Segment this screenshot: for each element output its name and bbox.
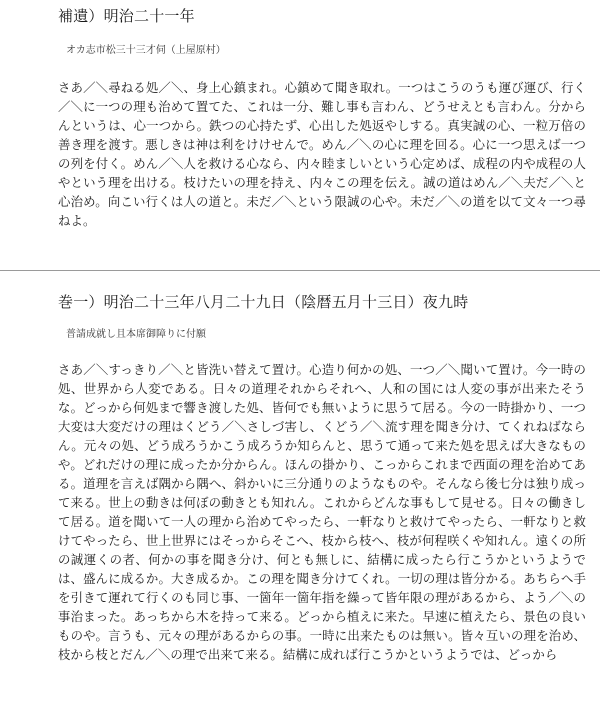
section-body: さあ／＼尋ねる処／＼、身上心鎮まれ。心鎮めて聞き取れ。一つはこうのうも運び運び、行く／＼に一つの理も治めて置てた、これは一分、難し事も言わん、どうせえとも言わん。分からんというは、心一つから。鉄つの心持たず、心出した処返やしする。真実誠の心、一粒万倍の善き理を渡す。悪しきは神は利をけけせんで。めん／＼の心に理を回る。心に一つ思えば一つの列を付く。めん／＼人を救ける心なら、内々睦ましいという心定めば、成程の内や成程の人やという理を出ける。枝けたいの理を持え、内々この理を伝え。誠の道はめん／＼夫だ／＼と心治め。向こい行くは人の道と。未だ／＼という限誠の心や。未だ／＼の道を以て文々一つ尋ねよ。	[58, 80, 586, 228]
section-heading: 巻一）明治二十三年八月二十九日（陰暦五月十三日）夜九時	[58, 293, 469, 311]
section-supplement	[58, 6, 586, 230]
section-subtitle: オカ志市松三十三才伺（上屋原村）	[66, 45, 226, 56]
section-subtitle: 普請成就し且本席御障りに付願	[66, 329, 206, 340]
section-body: さあ／＼すっきり／＼と皆洗い替えて置け。心造り何かの処、一つ／＼聞いて置け。今一時の処、世界から人変である。日々の道理それからそれへ、人和の国には人変の事が出来たそうな。どっから何処まで響き渡した処、皆何でも無いように思うて居る。今の一時掛かり、一つ大変は大変だけの理はくどう／＼さしづ害し、くどう／＼流す理を聞き分け、てくれねばならん。元々の処、どう成ろうかこう成ろうか知らんと、思うて通って来た処を思えば大きなものや。どれだけの理に成ったか分からん。ほんの掛かり、こっからこれまで西面の理を治めてある。道理を言えば隅から隅へ、斜かいに三分通りのようなものや。そんなら後七分は独り成って来る。世上の動きは何ぼの動きとも知れん。これからどんな事もして見せる。日々の働きして居る。道を聞いて一人の理から治めてやったら、一軒なりと救けてやったら、一軒なりと救けてやったら、世上世界にはそっからそこへ、枝から枝へ、枝が何程咲くや知れん。遠くの所の誠運くの者、何かの事を聞き分け、何とも無しに、結構に成ったら行こうかというようでは、盛んに成るか。大き成るか。この理を聞き分けてくれ。一切の理は皆分かる。あちらへ手を引きて運れて行くのも同じ事、一箇年一箇年指を繰って皆年限の理があるから、よう／＼の事治まった。あっちから木を持って来る。どっから植えに来た。早速に植えたら、景色の良いものや。言うも、元々の理があるからの事。一時に出来たものは無い。皆々互いの理を治め、枝から枝とだん／＼の理で出来て来る。結構に成れば行こうかというようでは、どっから	[58, 362, 586, 662]
section-divider	[0, 270, 600, 271]
section-heading: 補遺）明治二十一年	[58, 7, 195, 25]
section-volume-one	[58, 292, 586, 664]
